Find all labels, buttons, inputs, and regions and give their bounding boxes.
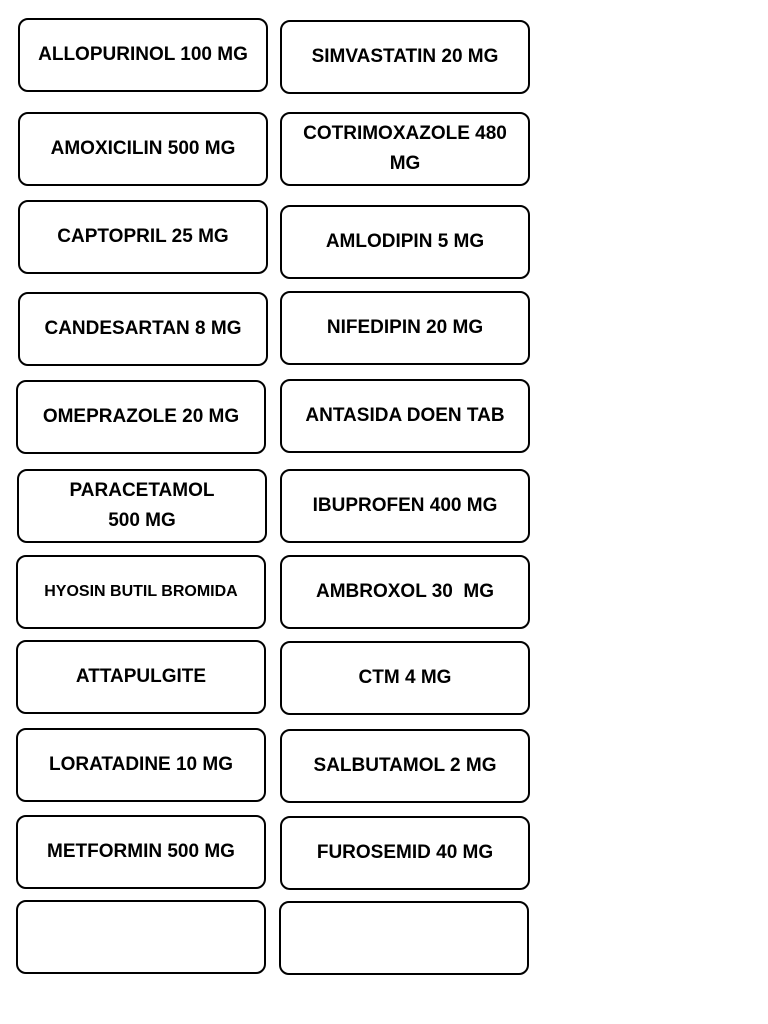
card-empty-left <box>16 900 266 974</box>
card-label: HYOSIN BUTIL BROMIDA <box>44 583 238 600</box>
card-label: NIFEDIPIN 20 MG <box>326 317 484 338</box>
card-nifedipin <box>280 291 530 365</box>
card-label: FUROSEMID 40 MG <box>316 842 494 863</box>
card-furosemid <box>280 816 530 890</box>
card-amoxicilin <box>18 112 268 186</box>
card-label: AMBROXOL 30 MG <box>315 581 495 602</box>
card-metformin <box>16 815 266 889</box>
card-label: COTRIMOXAZOLE 480 MG <box>303 123 507 174</box>
card-paracetamol <box>17 469 267 543</box>
card-label: AMOXICILIN 500 MG <box>50 138 236 159</box>
card-cotrimoxazole <box>280 112 530 186</box>
card-simvastatin <box>280 20 530 94</box>
card-ctm <box>280 641 530 715</box>
card-ibuprofen <box>280 469 530 543</box>
card-label: OMEPRAZOLE 20 MG <box>42 406 240 427</box>
card-label: ANTASIDA DOEN TAB <box>305 405 505 426</box>
card-hyosin <box>16 555 266 629</box>
card-label: SIMVASTATIN 20 MG <box>311 46 499 67</box>
card-amlodipin <box>280 205 530 279</box>
card-label: LORATADINE 10 MG <box>48 754 234 775</box>
card-ambroxol <box>280 555 530 629</box>
card-antasida <box>280 379 530 453</box>
card-captopril <box>18 200 268 274</box>
card-omeprazole <box>16 380 266 454</box>
card-label: PARACETAMOL 500 MG <box>69 480 215 531</box>
card-label: CAPTOPRIL 25 MG <box>57 226 229 247</box>
card-label: ALLOPURINOL 100 MG <box>38 44 248 65</box>
card-label: AMLODIPIN 5 MG <box>325 231 485 252</box>
card-label: IBUPROFEN 400 MG <box>312 495 498 516</box>
card-label: CANDESARTAN 8 MG <box>44 318 242 339</box>
card-label: SALBUTAMOL 2 MG <box>313 755 497 776</box>
card-loratadine <box>16 728 266 802</box>
card-label: ATTAPULGITE <box>75 666 207 687</box>
card-label: METFORMIN 500 MG <box>47 841 235 862</box>
card-salbutamol <box>280 729 530 803</box>
card-label: CTM 4 MG <box>358 667 452 688</box>
card-allopurinol <box>18 18 268 92</box>
card-candesartan <box>18 292 268 366</box>
card-empty-right <box>279 901 529 975</box>
card-attapulgite <box>16 640 266 714</box>
